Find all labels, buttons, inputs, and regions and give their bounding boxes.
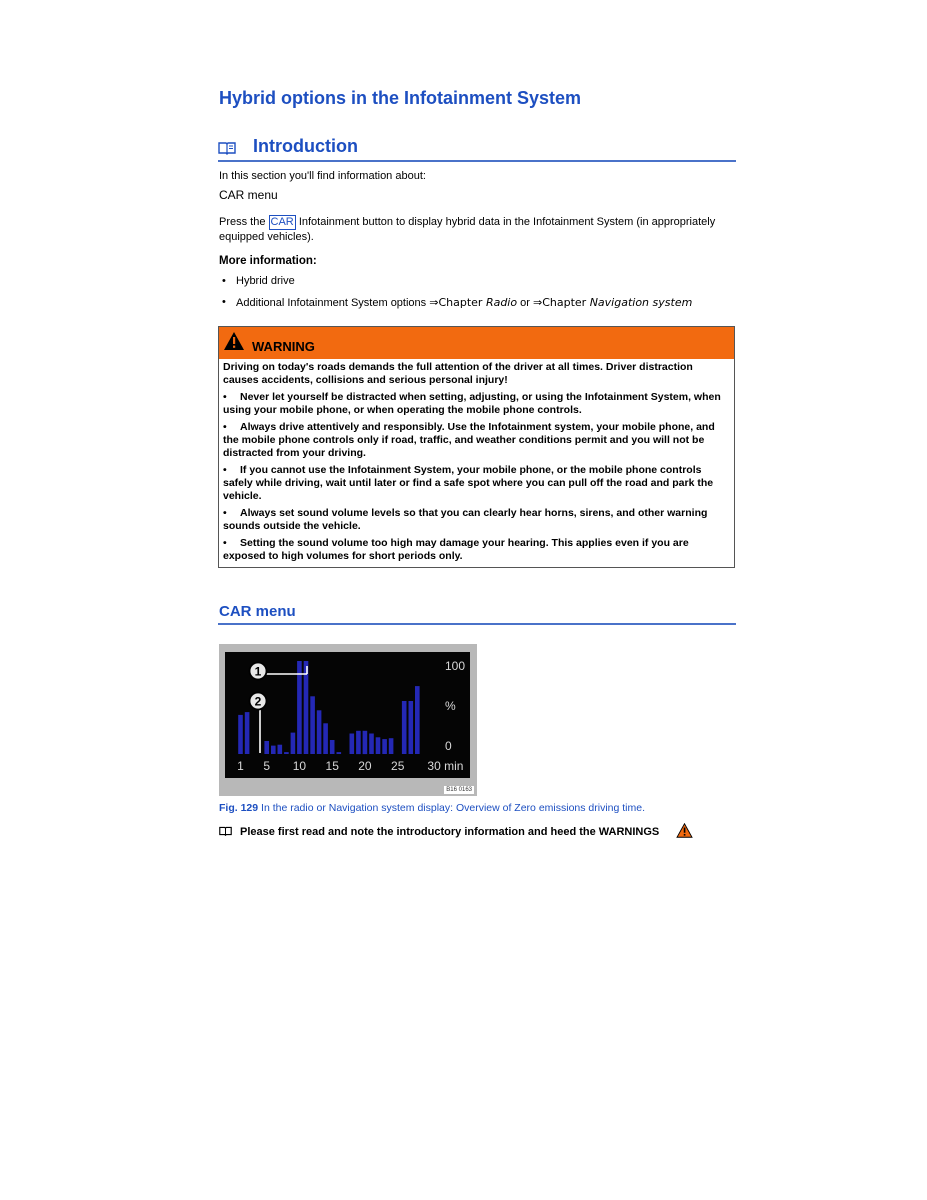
chart-bar (264, 741, 269, 754)
read-first-note-text: Please first read and note the introductory information and heed the WARNINGS (240, 826, 660, 838)
chart-bar (317, 710, 322, 754)
x-tick-label: 30 min (427, 759, 464, 773)
chart-bar (271, 746, 276, 754)
chart-bar (415, 686, 420, 754)
car-key-label[interactable]: CAR (270, 216, 294, 228)
figure-caption (219, 802, 645, 814)
introduction-heading (218, 136, 736, 162)
figure-caption-text: In the radio or Navigation system display: Overview of Zero emissions driving time. (261, 802, 646, 814)
figure-caption-label: Fig. 129 (219, 802, 259, 814)
warning-intro: Driving on today's roads demands the full attention of the driver at all times. Driver distraction causes accidents, collisions and serious personal injury! (223, 361, 693, 386)
book-icon (219, 826, 232, 839)
y-tick-label: % (445, 699, 456, 713)
y-tick-label: 0 (445, 739, 452, 753)
chart-bar (238, 715, 243, 754)
chart-bar (284, 752, 289, 754)
book-icon (218, 139, 236, 160)
x-tick-label: 25 (391, 759, 405, 773)
bullet-additional-options: Additional Infotainment System options (236, 297, 427, 309)
more-information-label: More information: (219, 255, 317, 267)
intro-item-car-menu: CAR menu (219, 188, 278, 202)
warning-triangle-icon (223, 331, 245, 351)
chart-bar (245, 712, 250, 754)
chart-bar (356, 731, 361, 754)
chart-bar (310, 696, 315, 754)
press-before-text: Press the (219, 216, 266, 228)
chart-bar (409, 701, 414, 754)
chart-bar (297, 661, 302, 754)
intro-paragraph: In this section you'll find information about: (219, 170, 426, 182)
chart-bar (402, 701, 407, 754)
chart-bar (278, 745, 283, 754)
chart-bar (330, 740, 335, 754)
warning-item: • Never let yourself be distracted when setting, adjusting, or using the Infotainment System, when using your mobile phone, or when operating the mobile phone controls. (223, 391, 731, 417)
chart-bar (337, 752, 342, 754)
x-tick-label: 15 (325, 759, 339, 773)
chart-bar (323, 723, 328, 754)
zero-emissions-chart (225, 652, 470, 778)
x-tick-label: 5 (263, 759, 271, 773)
chart-bar (304, 661, 309, 754)
y-tick-label: 100 (445, 659, 466, 673)
figure-zero-emissions (219, 644, 477, 796)
warning-item: • If you cannot use the Infotainment System, your mobile phone, or the mobile phone controls safely while driving, wait until later or find a safe spot where you can pull off the road and park the vehicle. (223, 464, 731, 503)
press-car-paragraph (219, 215, 739, 245)
x-tick-label: 1 (237, 759, 244, 773)
bullet-hybrid-drive: Hybrid drive (236, 275, 295, 287)
chart-bar (389, 738, 394, 754)
document-title: Hybrid options in the Infotainment System (219, 88, 582, 108)
callout-number: 1 (254, 664, 262, 679)
warning-body (223, 361, 731, 567)
callout-number: 2 (254, 694, 262, 709)
warning-label: WARNING (252, 339, 315, 354)
warning-item: • Always drive attentively and responsibly. Use the Infotainment system, your mobile phone, and the mobile phone controls only if road, traffic, and weather conditions permit and you will not be distracted from your driving. (223, 421, 731, 460)
chapter-link-navigation[interactable]: ⇒Chapter Navigation system (533, 296, 693, 309)
chart-bar (291, 733, 296, 754)
car-menu-heading-text: CAR menu (219, 603, 296, 620)
car-menu-heading (218, 603, 736, 625)
warning-item: • Always set sound volume levels so that you can clearly hear horns, sirens, and other warning sounds outside the vehicle. (223, 507, 731, 533)
chart-bar (363, 731, 368, 754)
introduction-heading-text: Introduction (253, 136, 358, 156)
warning-item: • Setting the sound volume too high may damage your hearing. This applies even if you are exposed to high volumes for short periods only. (223, 537, 731, 563)
chart-bar (376, 737, 381, 754)
press-after-text: Infotainment button to display hybrid data in the Infotainment System (in appropriately equipped vehicles). (219, 216, 716, 243)
warning-triangle-icon[interactable] (676, 823, 693, 841)
chart-bar (382, 739, 387, 754)
x-tick-label: 20 (358, 759, 372, 773)
infotainment-screen (225, 652, 470, 778)
chapter-link-radio[interactable]: ⇒Chapter Radio (429, 296, 518, 309)
chart-bar (350, 734, 355, 755)
warning-header (219, 327, 734, 359)
x-tick-label: 10 (292, 759, 307, 773)
figure-code: B16 0163 (446, 787, 472, 793)
warning-box (218, 326, 735, 568)
chart-bar (369, 734, 374, 755)
